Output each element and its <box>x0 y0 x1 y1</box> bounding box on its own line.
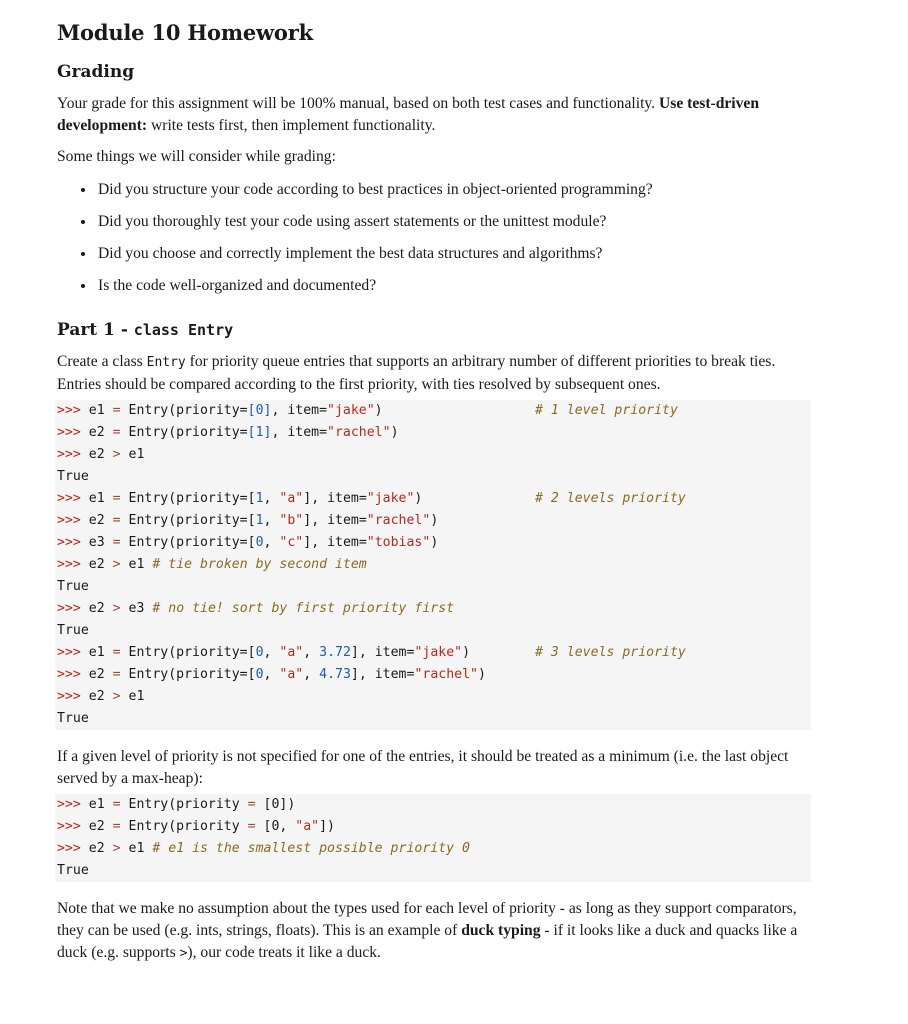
code-sep: ], item= <box>303 535 367 550</box>
code-sep: , <box>263 513 280 528</box>
code-op: > <box>112 841 121 856</box>
code-op: > <box>112 447 121 462</box>
grading-intro-text: Your grade for this assignment will be 100% manual, based on both test cases and functionality. <box>57 95 659 112</box>
code-op: = <box>112 491 121 506</box>
code-close: ) <box>430 535 439 550</box>
prompt: >>> <box>57 689 81 704</box>
code-comment: # 2 levels priority <box>535 491 686 506</box>
code-rest: [0, <box>255 819 296 834</box>
prompt: >>> <box>57 645 81 660</box>
code-call: Entry(priority=[ <box>128 645 256 660</box>
code-call: Entry(priority= <box>128 425 248 440</box>
prompt: >>> <box>57 601 81 616</box>
code-line <box>57 598 809 620</box>
code-block-missing-level <box>55 794 811 882</box>
code-sep: ], item= <box>350 667 415 682</box>
code-block-entry-examples <box>55 400 811 730</box>
code-close: ) <box>477 667 486 682</box>
code-op: = <box>112 403 121 418</box>
prompt: >>> <box>57 447 81 462</box>
tdd-bold: Use test-driven development: <box>57 95 760 134</box>
page-title: Module 10 Homework <box>57 20 313 45</box>
code-line <box>57 838 809 860</box>
code-var: e1 <box>128 841 145 856</box>
grading-consider: Some things we will consider while grading: <box>57 148 336 165</box>
code-num: 0 <box>255 645 264 660</box>
code-num: 1 <box>255 513 264 528</box>
code-string: "jake" <box>414 645 463 660</box>
code-sep: , <box>303 667 320 682</box>
code-comment: # 1 level priority <box>535 403 678 418</box>
part1-desc-text: Create a class <box>57 353 147 370</box>
code-op: = <box>112 819 121 834</box>
code-line <box>57 794 809 816</box>
code-output: True <box>57 623 89 638</box>
duck-text: Note that we make no assumption about the types used for each level of priority - as long as they support comparators, they can be used (e.g. ints, strings, floats). This is an example of <box>57 900 797 939</box>
prompt: >>> <box>57 667 81 682</box>
code-op: = <box>112 513 121 528</box>
code-num: 1 <box>255 491 264 506</box>
code-string: "rachel" <box>366 513 431 528</box>
grading-criteria-list <box>57 179 811 297</box>
code-string: "c" <box>279 535 304 550</box>
code-var: e2 <box>88 557 105 572</box>
prompt: >>> <box>57 513 81 528</box>
code-string: "a" <box>279 491 304 506</box>
document-page <box>57 20 811 974</box>
code-op: = <box>112 425 121 440</box>
code-rest: [0]) <box>255 797 296 812</box>
code-string: "b" <box>279 513 304 528</box>
code-string: "a" <box>279 667 304 682</box>
code-op: = <box>112 535 121 550</box>
code-var: e2 <box>88 425 105 440</box>
part1-description <box>57 351 811 396</box>
code-op: = <box>247 819 256 834</box>
code-string: "a" <box>279 645 304 660</box>
code-var: e2 <box>88 447 105 462</box>
code-line <box>57 532 809 554</box>
code-var: e3 <box>128 601 145 616</box>
criteria-item: • Is the code well-organized and documented? <box>96 275 811 297</box>
code-sep: ], item= <box>303 513 367 528</box>
code-op: = <box>112 797 121 812</box>
code-string: "rachel" <box>414 667 478 682</box>
code-close: ) <box>374 403 383 418</box>
duck-typing-text <box>57 898 811 965</box>
code-call: Entry(priority=[ <box>128 491 256 506</box>
grading-intro <box>57 93 811 137</box>
code-var: e2 <box>88 667 105 682</box>
gt-inline-code: > <box>179 946 188 961</box>
code-line <box>57 510 809 532</box>
code-sep: , <box>263 535 280 550</box>
code-var: e1 <box>88 797 105 812</box>
code-sep: , <box>303 645 320 660</box>
code-output: True <box>57 863 89 878</box>
code-num: 3.72 <box>319 645 351 660</box>
code-line <box>57 642 809 664</box>
code-op: = <box>247 797 256 812</box>
prompt: >>> <box>57 819 81 834</box>
code-comment: # no tie! sort by first priority first <box>152 601 455 616</box>
code-var: e1 <box>128 447 145 462</box>
prompt: >>> <box>57 403 81 418</box>
code-var: e1 <box>128 557 145 572</box>
code-var: e2 <box>88 601 105 616</box>
prompt: >>> <box>57 491 81 506</box>
code-op: > <box>112 601 121 616</box>
duck-typing-bold: duck typing <box>461 922 541 939</box>
missing-level-text: If a given level of priority is not specified for one of the entries, it should be treated as a minimum (i.e. the last object served by a max-heap): <box>57 748 789 787</box>
prompt: >>> <box>57 535 81 550</box>
code-var: e2 <box>88 689 105 704</box>
code-output: True <box>57 469 89 484</box>
code-var: e1 <box>88 491 105 506</box>
entry-inline-code: Entry <box>146 355 186 370</box>
prompt: >>> <box>57 425 81 440</box>
prompt: >>> <box>57 557 81 572</box>
code-sep: , item= <box>271 425 328 440</box>
code-line <box>57 816 809 838</box>
code-string: "rachel" <box>327 425 391 440</box>
code-call: Entry(priority <box>128 819 248 834</box>
part1-heading-code: class Entry <box>133 321 234 339</box>
code-var: e2 <box>88 841 105 856</box>
code-num: [0] <box>247 403 272 418</box>
code-op: = <box>112 645 121 660</box>
code-line <box>57 686 809 708</box>
prompt: >>> <box>57 797 81 812</box>
code-line <box>57 444 809 466</box>
code-var: e1 <box>88 645 105 660</box>
part1-heading <box>57 320 811 340</box>
code-sep: , <box>263 645 280 660</box>
code-line <box>57 400 809 422</box>
code-call: Entry(priority=[ <box>128 667 256 682</box>
code-sep: , <box>263 667 280 682</box>
duck-text-2: - if it looks like a duck and quacks like a duck (e.g. supports <box>57 922 798 961</box>
code-op: > <box>112 557 121 572</box>
code-call: Entry(priority <box>128 797 248 812</box>
code-call: Entry(priority= <box>128 403 248 418</box>
code-line <box>57 664 809 686</box>
criteria-item: • Did you choose and correctly implement the best data structures and algorithms? <box>96 243 811 265</box>
criteria-item: • Did you structure your code according to best practices in object-oriented programming? <box>96 179 811 201</box>
code-sep: , item= <box>271 403 328 418</box>
code-close: ) <box>390 425 399 440</box>
grading-intro-text-2: write tests first, then implement functionality. <box>147 117 436 134</box>
code-var: e2 <box>88 513 105 528</box>
code-sep: ], item= <box>303 491 367 506</box>
code-num: 0 <box>255 535 264 550</box>
code-string: "jake" <box>327 403 375 418</box>
part1-desc-text-2: for priority queue entries that supports an arbitrary number of different priorities to break ties. Entries should be compared according to the first priority, with ties resolved by subsequent ones. <box>57 353 776 393</box>
prompt: >>> <box>57 841 81 856</box>
code-var: e1 <box>88 403 105 418</box>
code-call: Entry(priority=[ <box>128 513 256 528</box>
code-line <box>57 422 809 444</box>
code-string: "jake" <box>366 491 415 506</box>
code-comment: # tie broken by second item <box>152 557 367 572</box>
code-num: [1] <box>247 425 272 440</box>
code-close: ) <box>430 513 439 528</box>
code-comment: # e1 is the smallest possible priority 0 <box>152 841 470 856</box>
code-sep: ], item= <box>350 645 415 660</box>
grading-heading: Grading <box>57 62 135 82</box>
code-call: Entry(priority=[ <box>128 535 256 550</box>
code-close: ) <box>414 491 423 506</box>
code-var: e3 <box>88 535 105 550</box>
code-num: 4.73 <box>319 667 351 682</box>
code-op: > <box>112 689 121 704</box>
code-line <box>57 554 809 576</box>
code-line <box>57 488 809 510</box>
code-sep: , <box>263 491 280 506</box>
code-var: e1 <box>128 689 145 704</box>
code-op: = <box>112 667 121 682</box>
duck-text-3: ), our code treats it like a duck. <box>187 944 381 961</box>
code-comment: # 3 levels priority <box>535 645 686 660</box>
code-rest: ]) <box>319 819 335 834</box>
code-output: True <box>57 579 89 594</box>
code-var: e2 <box>88 819 105 834</box>
code-string: "a" <box>295 819 320 834</box>
code-output: True <box>57 711 89 726</box>
code-num: 0 <box>255 667 264 682</box>
part1-heading-prefix: Part 1 - <box>57 320 134 340</box>
criteria-item: • Did you thoroughly test your code using assert statements or the unittest module? <box>96 211 811 233</box>
code-close: ) <box>462 645 471 660</box>
code-string: "tobias" <box>366 535 431 550</box>
